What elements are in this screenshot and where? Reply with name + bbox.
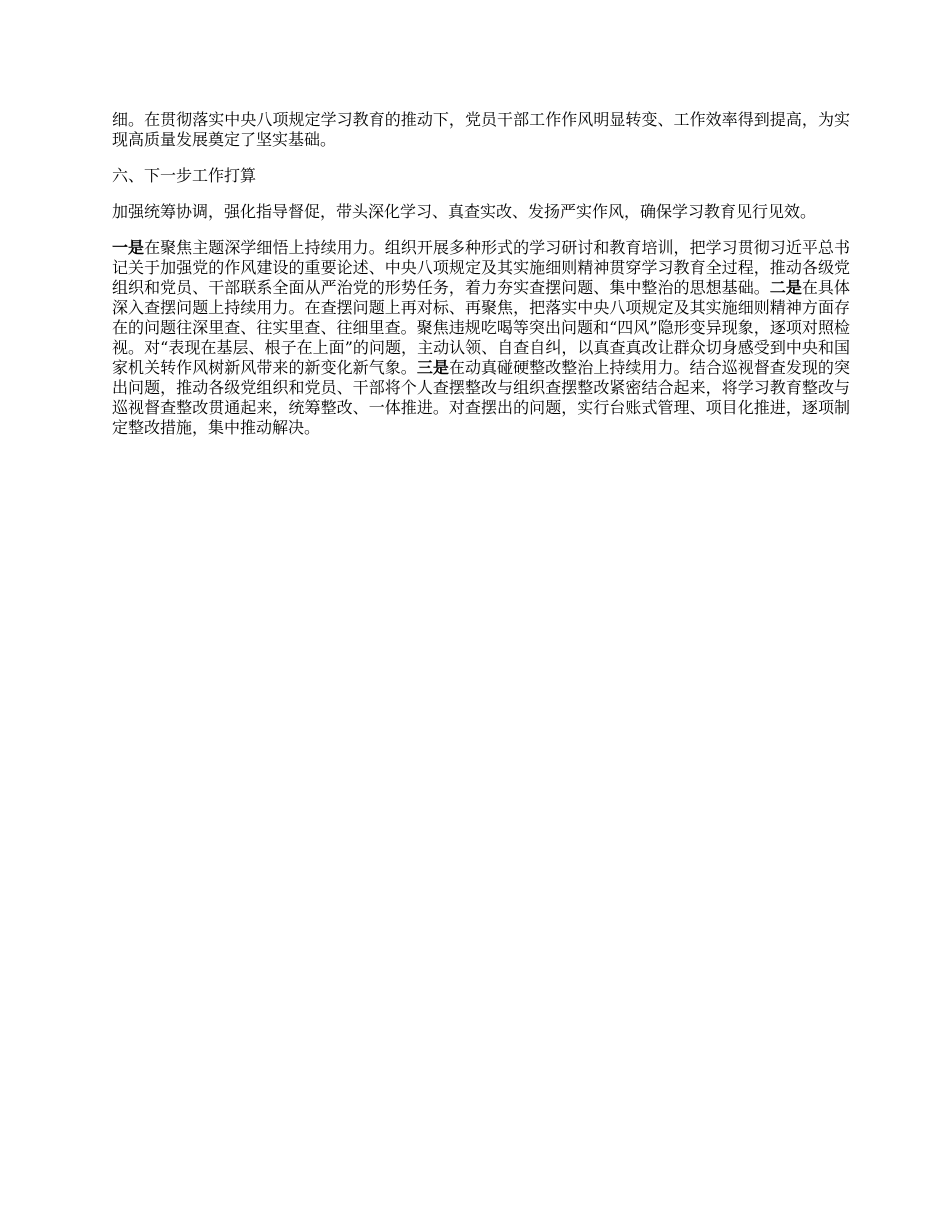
paragraph-measures [112, 238, 850, 438]
measure-text-3: 在动真碰硬整改整治上持续用力。结合巡视督查发现的突出问题，推动各级党组织和党员、干部将个人查摆整改与组织查摆整改紧密结合起来，将学习教育整改与巡视督查整改贯通起来，统筹整改、一体推进。对查摆出的问题，实行台账式管理、项目化推进，逐项制定整改措施，集中推动解决。 [112, 358, 850, 437]
paragraph-summary: 加强统筹协调，强化指导督促，带头深化学习、真查实改、发扬严实作风，确保学习教育见行见效。 [112, 202, 817, 221]
document-page [112, 110, 850, 454]
measure-lead-1: 一是 [112, 238, 145, 257]
measure-lead-2: 二是 [769, 278, 802, 297]
measure-text-2: 在具体深入查摆问题上持续用力。在查摆问题上再对标、再聚焦，把落实中央八项规定及其实施细则精神方面存在的问题往深里查、往实里查、往细里查。聚焦违规吃喝等突出问题和“四风”隐形变异现象，逐项对照检视。对“表现在基层、根子在上面”的问题，主动认领、自查自纠，以真查真改让群众切身感受到中央和国家机关转作风树新风带来的新变化新气象。 [112, 278, 850, 377]
measure-lead-3: 三是 [416, 358, 449, 377]
measure-text-1: 在聚焦主题深学细悟上持续用力。组织开展多种形式的学习研讨和教育培训，把学习贯彻习近平总书记关于加强党的作风建设的重要论述、中央八项规定及其实施细则精神贯穿学习教育全过程，推动各级党组织和党员、干部联系全面从严治党的形势任务，着力夯实查摆问题、集中整治的思想基础。 [112, 238, 850, 297]
paragraph-continued: 细。在贯彻落实中央八项规定学习教育的推动下，党员干部工作作风明显转变、工作效率得到提高，为实现高质量发展奠定了坚实基础。 [112, 110, 850, 149]
section-heading: 六、下一步工作打算 [112, 166, 257, 185]
